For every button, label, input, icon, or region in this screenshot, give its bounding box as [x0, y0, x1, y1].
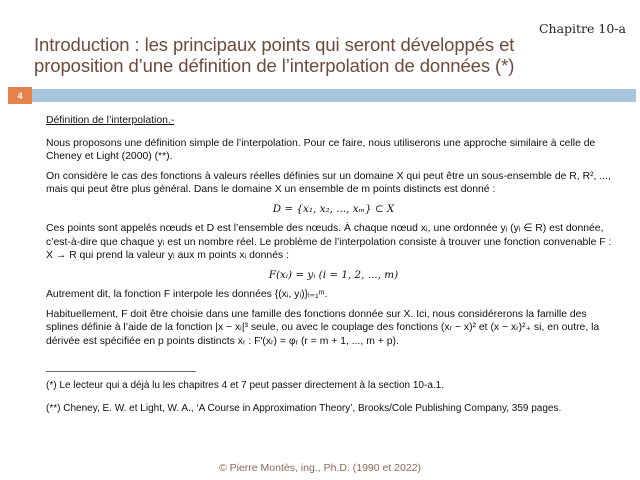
- copyright-footer: © Pierre Montès, ing., Ph.D. (1990 et 2022): [218, 462, 422, 474]
- footnote-2: (**) Cheney, E. W. et Light, W. A., ‘A Course in Approximation Theory’, Brooks/Cole Publishing Company, 359 pages.: [46, 403, 562, 414]
- slide-title: Introduction : les principaux points qui seront développés et proposition d’une définition de l’interpolation de données (*): [34, 34, 515, 76]
- footnote-1: (*) Le lecteur qui a déjà lu les chapitres 4 et 7 peut passer directement à la section 10-a.1.: [46, 380, 445, 391]
- equation-node-set: D = {x₁, x₂, ..., xₘ} ⊂ X: [272, 202, 395, 215]
- paragraph-interpolates: Autrement dit, la fonction F interpole les données {(xᵢ, yᵢ)}ᵢ₌₁ᵐ.: [46, 289, 328, 300]
- slide-body: [46, 114, 621, 354]
- section-heading: Définition de l’interpolation.-: [46, 115, 175, 126]
- equation-interpolation: F(xᵢ) = yᵢ (i = 1, 2, ..., m): [268, 268, 399, 281]
- page-number-badge: 4: [8, 87, 32, 104]
- chapter-label: Chapitre 10-a: [538, 21, 626, 36]
- footnote-divider: [46, 371, 196, 372]
- paragraph-domain: On considère le cas des fonctions à valeurs réelles définies sur un domaine X qui peut être un sous-ensemble de R, R², ..., mais qui peut être plus général. Dans le domaine X un ensemble de m points distincts est donné :: [46, 170, 611, 195]
- paragraph-nodes: Ces points sont appelés nœuds et D est l’ensemble des nœuds. À chaque nœud xᵢ, une ordonnée yᵢ (yᵢ ∈ R) est donnée, c’est-à-dire que chaque yᵢ est un nombre réel. Le problème de l’interpolation consiste à trouver une fonction convenable F : X → R qui prend la valeur yᵢ aux m points xᵢ donnés :: [46, 223, 612, 261]
- header-bar: [8, 89, 636, 102]
- paragraph-splines: Habituellement, F doit être choisie dans une famille des fonctions donnée sur X. Ici, nous considérerons la famille des splines définie à l’aide de la fonction |x − xᵢ|³ seule, ou avec le couplage des fonctions (xᵣ − x)² et (x − xᵣ)²₊ si, en outre, la dérivée est spécifiée en p points distincts xᵣ : F′(xᵣ) = φᵣ (r = m + 1, ..., m + p).: [46, 308, 600, 347]
- paragraph-intro: Nous proposons une définition simple de l’interpolation. Pour ce faire, nous utiliserons une approche similaire à celle de Cheney et Light (2000) (**).: [46, 137, 596, 162]
